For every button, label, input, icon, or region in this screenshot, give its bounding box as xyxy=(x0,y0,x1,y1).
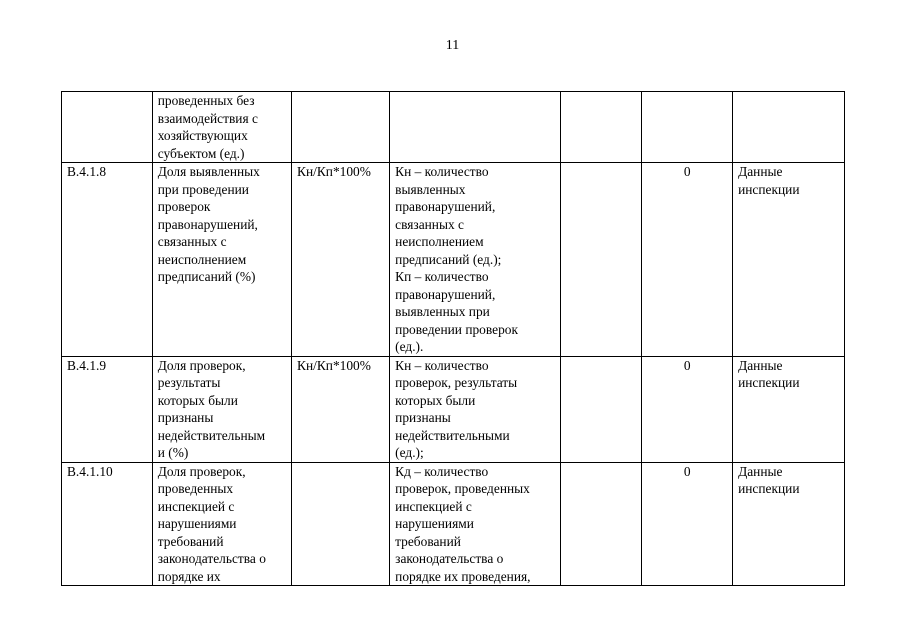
indicator-description: Кд – количество проверок, проведенных инспекцией с нарушениями требований законодательства о порядке их проведения, xyxy=(390,462,561,586)
indicator-empty-cell xyxy=(561,462,642,586)
indicator-source: Данные инспекции xyxy=(733,163,845,357)
indicator-formula: Кн/Кп*100% xyxy=(292,356,390,462)
indicator-value xyxy=(642,92,733,163)
indicator-formula: Кн/Кп*100% xyxy=(292,163,390,357)
indicator-description: Кн – количество выявленных правонарушений, связанных с неисполнением предписаний (ед.); Кп – количество правонарушений, выявленных при проведении проверок (ед.). xyxy=(390,163,561,357)
indicator-empty-cell xyxy=(561,92,642,163)
indicator-name: Доля проверок, результаты которых были признаны недействительным и (%) xyxy=(152,356,291,462)
indicator-value: 0 xyxy=(642,163,733,357)
table-row xyxy=(62,92,845,163)
indicator-source xyxy=(733,92,845,163)
indicator-code: В.4.1.9 xyxy=(62,356,153,462)
table-row xyxy=(62,356,845,462)
table-row xyxy=(62,462,845,586)
indicator-value: 0 xyxy=(642,356,733,462)
indicator-empty-cell xyxy=(561,356,642,462)
indicator-value: 0 xyxy=(642,462,733,586)
indicator-source: Данные инспекции xyxy=(733,462,845,586)
indicator-source: Данные инспекции xyxy=(733,356,845,462)
indicator-formula xyxy=(292,462,390,586)
indicator-formula xyxy=(292,92,390,163)
indicator-table xyxy=(61,91,845,586)
indicator-description xyxy=(390,92,561,163)
indicator-name: проведенных без взаимодействия с хозяйствующих субъектом (ед.) xyxy=(152,92,291,163)
indicator-name: Доля проверок, проведенных инспекцией с нарушениями требований законодательства о порядке их xyxy=(152,462,291,586)
indicator-empty-cell xyxy=(561,163,642,357)
indicator-code xyxy=(62,92,153,163)
page-number: 11 xyxy=(445,38,460,53)
table-row xyxy=(62,163,845,357)
indicator-name: Доля выявленных при проведении проверок правонарушений, связанных с неисполнением предписаний (%) xyxy=(152,163,291,357)
indicator-code: В.4.1.10 xyxy=(62,462,153,586)
indicator-code: В.4.1.8 xyxy=(62,163,153,357)
indicator-description: Кн – количество проверок, результаты которых были признаны недействительными (ед.); xyxy=(390,356,561,462)
